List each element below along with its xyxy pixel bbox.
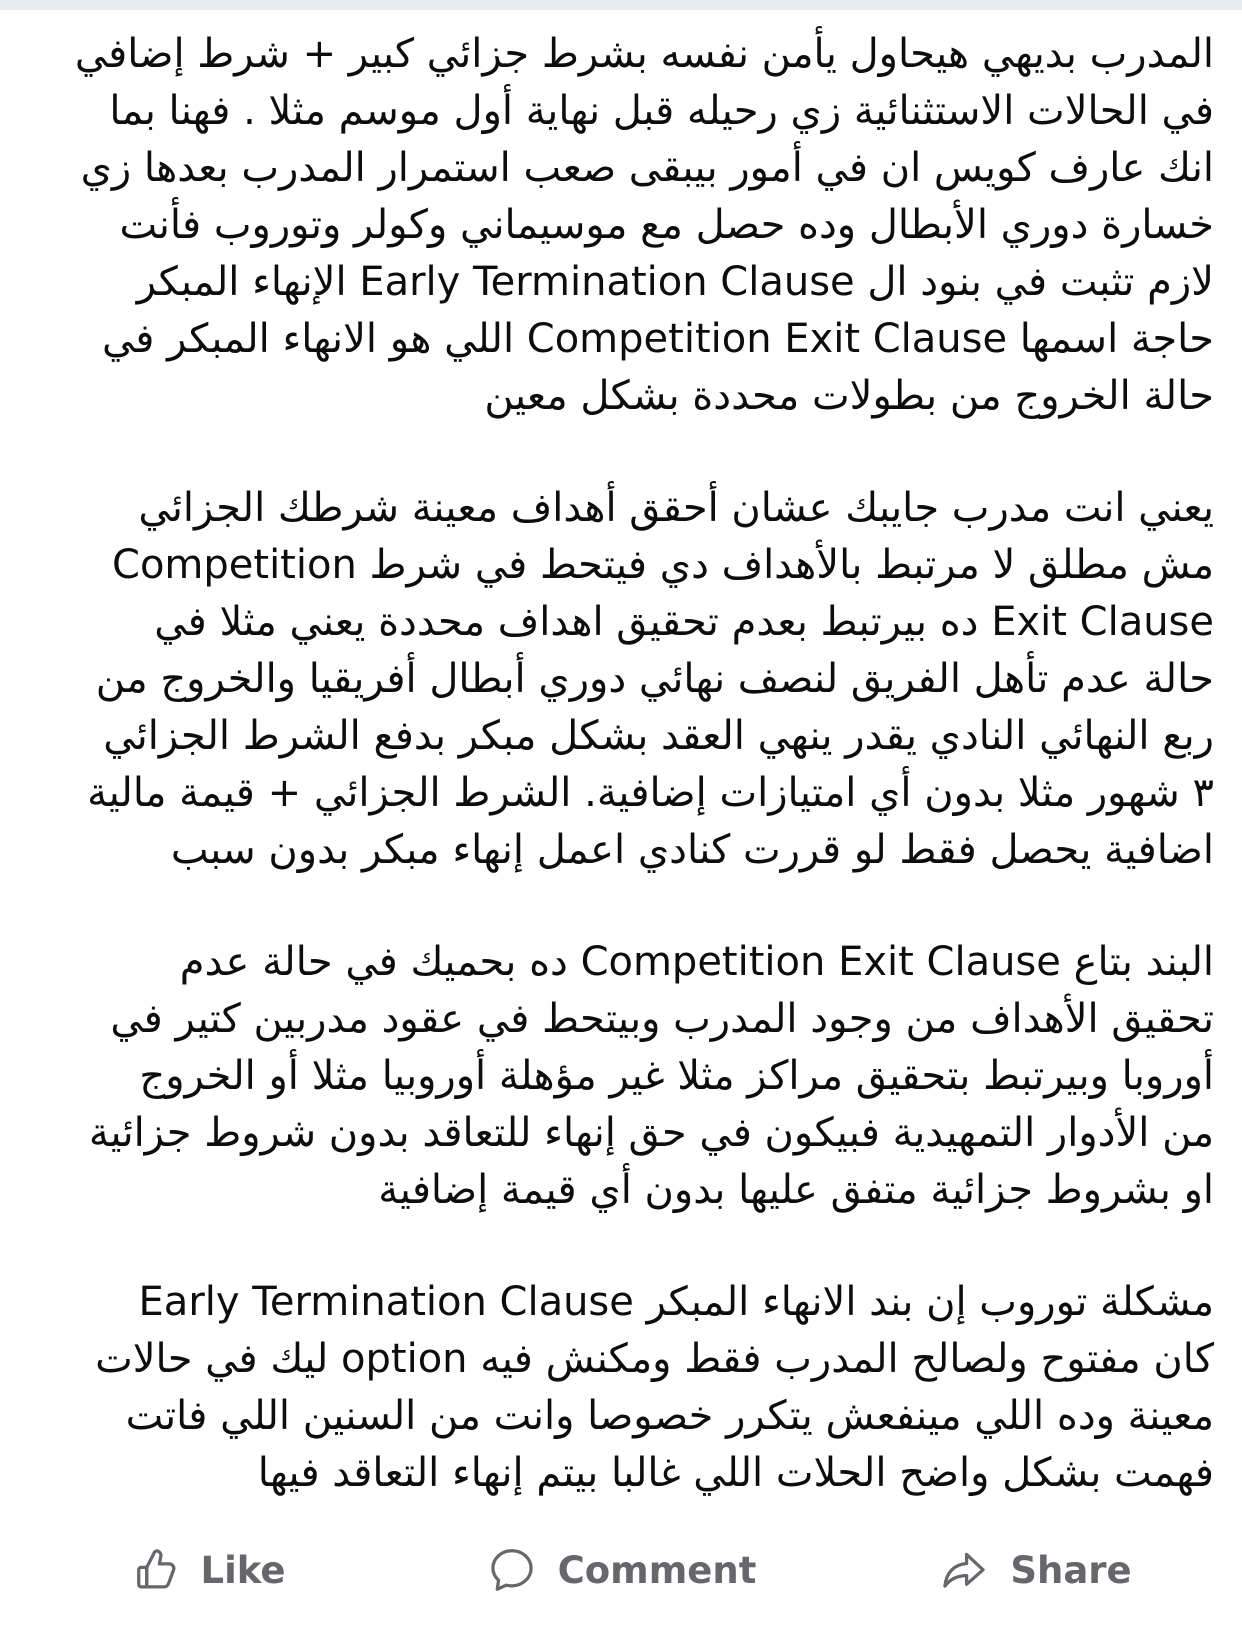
post-line: مشكلة توروب إن بند الانهاء المبكر Early Termination Clause	[138, 1279, 1214, 1325]
post-line: Exit Clause ده بيرتبط بعدم تحقيق اهداف محددة يعني مثلا في	[154, 599, 1214, 645]
share-button[interactable]	[828, 1538, 1242, 1602]
comment-bubble-icon	[486, 1544, 538, 1596]
post-line: لازم تثبت في بنود ال Early Termination Clause الإنهاء المبكر	[136, 259, 1214, 305]
post-line: فهمت بشكل واضح الحلات اللي غالبا بيتم إنهاء التعاقد فيها	[257, 1450, 1214, 1496]
share-label: Share	[1010, 1548, 1132, 1592]
comment-button[interactable]	[414, 1538, 828, 1602]
post-paragraph	[28, 1274, 1214, 1502]
post-line: او بشروط جزائية متفق عليها بدون أي قيمة إضافية	[378, 1167, 1214, 1213]
thumbs-up-icon	[129, 1544, 181, 1596]
post-line: حالة الخروج من بطولات محددة بشكل معين	[484, 373, 1214, 419]
post-paragraph	[28, 934, 1214, 1219]
post-line: حاجة اسمها Competition Exit Clause اللي هو الانهاء المبكر في	[101, 316, 1214, 362]
post-line: البند بتاع Competition Exit Clause ده بحميك في حالة عدم	[179, 939, 1214, 985]
post-line: مش مطلق لا مرتبط بالأهداف دي فيتحط في شرط Competition	[112, 542, 1214, 588]
comment-label: Comment	[557, 1548, 757, 1592]
post-action-bar	[0, 1538, 1242, 1602]
post-line: في الحالات الاستثنائية زي رحيله قبل نهاية أول موسم مثلا . فهنا بما	[109, 88, 1214, 134]
post-line: من الأدوار التمهيدية فبيكون في حق إنهاء للتعاقد بدون شروط جزائية	[88, 1110, 1214, 1156]
like-label: Like	[200, 1548, 286, 1592]
like-button[interactable]	[0, 1538, 414, 1602]
post-line: ربع النهائي النادي يقدر ينهي العقد بشكل مبكر بدفع الشرط الجزائي	[103, 713, 1214, 759]
post-line: حالة عدم تأهل الفريق لنصف نهائي دوري أبطال أفريقيا والخروج من	[95, 656, 1214, 702]
post-line: يعني انت مدرب جايبك عشان أحقق أهداف معينة شرطك الجزائي	[138, 485, 1214, 531]
share-arrow-icon	[938, 1544, 990, 1596]
post-line: المدرب بديهي هيحاول يأمن نفسه بشرط جزائي كبير + شرط إضافي	[74, 31, 1214, 77]
post-line: أوروبا وبيرتبط بتحقيق مراكز مثلا غير مؤهلة أوروبيا مثلا أو الخروج	[139, 1053, 1214, 1099]
post-text	[0, 10, 1242, 1502]
post-line: ٣ شهور مثلا بدون أي امتيازات إضافية. الشرط الجزائي + قيمة مالية	[87, 770, 1214, 816]
post-paragraph	[28, 26, 1214, 425]
post-line: كان مفتوح ولصالح المدرب فقط ومكنش فيه option ليك في حالات	[95, 1336, 1214, 1382]
post-line: انك عارف كويس ان في أمور بيبقى صعب استمرار المدرب بعدها زي	[80, 145, 1214, 191]
post-line: تحقيق الأهداف من وجود المدرب وبيتحط في عقود مدربين كتير في	[110, 996, 1214, 1042]
post-line: معينة وده اللي مينفعش يتكرر خصوصا وانت من السنين اللي فاتت	[125, 1393, 1214, 1439]
post-paragraph	[28, 480, 1214, 879]
clipped-content-strip	[0, 0, 1242, 10]
post-line: خسارة دوري الأبطال وده حصل مع موسيماني وكولر وتوروب فأنت	[119, 202, 1214, 248]
post-line: اضافية يحصل فقط لو قررت كنادي اعمل إنهاء مبكر بدون سبب	[170, 827, 1214, 873]
